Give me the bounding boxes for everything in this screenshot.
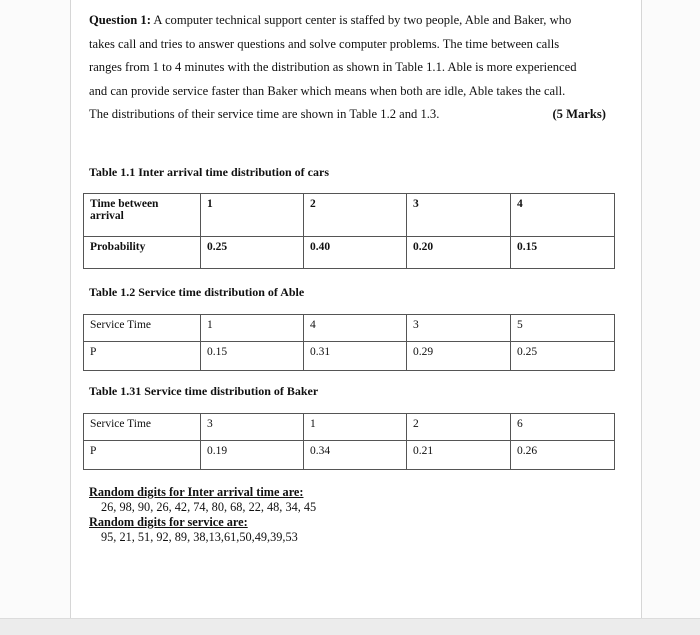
table-cell: 6: [511, 414, 615, 441]
table-cell: Service Time: [84, 315, 201, 342]
table-cell: 2: [407, 414, 511, 441]
table3-caption: Table 1.31 Service time distribution of Baker: [89, 384, 319, 398]
interarrival-table: [83, 193, 615, 269]
random-digits-block: [89, 485, 316, 545]
service-random-values: 95, 21, 51, 92, 89, 38,13,61,50,49,39,53: [101, 530, 298, 544]
table-cell: 0.25: [511, 342, 615, 371]
table-cell: Service Time: [84, 414, 201, 441]
table-cell: 5: [511, 315, 615, 342]
question-text-1: A computer technical support center is staffed by two people, Able and Baker, who: [153, 13, 572, 27]
table-row: [84, 237, 615, 269]
question-line-1: [89, 9, 614, 33]
table-cell: Probability: [84, 237, 201, 269]
interarrival-random-values: 26, 98, 90, 26, 42, 74, 80, 68, 22, 48, 34, 45: [101, 500, 317, 514]
service-random-heading: Random digits for service are:: [89, 515, 248, 529]
table-cell: 1: [201, 315, 304, 342]
question-label: Question 1:: [89, 13, 151, 27]
table-cell: 0.34: [304, 441, 407, 470]
able-service-table: [83, 314, 615, 371]
table-row: [84, 414, 615, 441]
question-text-5: The distributions of their service time are shown in Table 1.2 and 1.3.: [89, 107, 440, 121]
table-row: [84, 441, 615, 470]
interarrival-random-heading: Random digits for Inter arrival time are:: [89, 485, 304, 499]
table-cell: 4: [304, 315, 407, 342]
question-line-2: takes call and tries to answer questions and solve computer problems. The time between calls: [89, 36, 560, 51]
question-line-3: ranges from 1 to 4 minutes with the distribution as shown in Table 1.1. Able is more experienced: [89, 60, 577, 74]
bottom-scroll-area[interactable]: [0, 618, 700, 635]
table-cell: 0.29: [407, 342, 511, 371]
table-row: [84, 315, 615, 342]
baker-service-table: [83, 413, 615, 470]
table-cell: 0.25: [201, 237, 304, 269]
table-cell: 1: [304, 414, 407, 441]
table-cell: 0.19: [201, 441, 304, 470]
marks-label: (5 Marks): [552, 107, 606, 121]
table-cell: 0.15: [511, 237, 615, 269]
question-line-5: [89, 103, 614, 127]
table-row: [84, 342, 615, 371]
table-cell: 0.31: [304, 342, 407, 371]
table1-caption: Table 1.1 Inter arrival time distribution of cars: [89, 165, 329, 179]
table-cell: Time between arrival: [84, 194, 201, 237]
table-cell: 1: [201, 194, 304, 237]
table-cell: P: [84, 342, 201, 371]
sheet-right-edge: [641, 0, 642, 618]
question-paragraph: [89, 9, 614, 127]
table-cell: 4: [511, 194, 615, 237]
table-cell: 0.15: [201, 342, 304, 371]
table-cell: 0.21: [407, 441, 511, 470]
table-cell: 3: [407, 315, 511, 342]
table-row: [84, 194, 615, 237]
table-cell: 3: [407, 194, 511, 237]
table-cell: 0.40: [304, 237, 407, 269]
table-cell: 0.20: [407, 237, 511, 269]
table-cell: 0.26: [511, 441, 615, 470]
table-cell: 2: [304, 194, 407, 237]
sheet-left-edge: [70, 0, 71, 618]
table-cell: 3: [201, 414, 304, 441]
question-line-4: and can provide service faster than Baker which means when both are idle, Able takes the call.: [89, 83, 566, 98]
table-cell: P: [84, 441, 201, 470]
table2-caption: Table 1.2 Service time distribution of Able: [89, 285, 305, 299]
